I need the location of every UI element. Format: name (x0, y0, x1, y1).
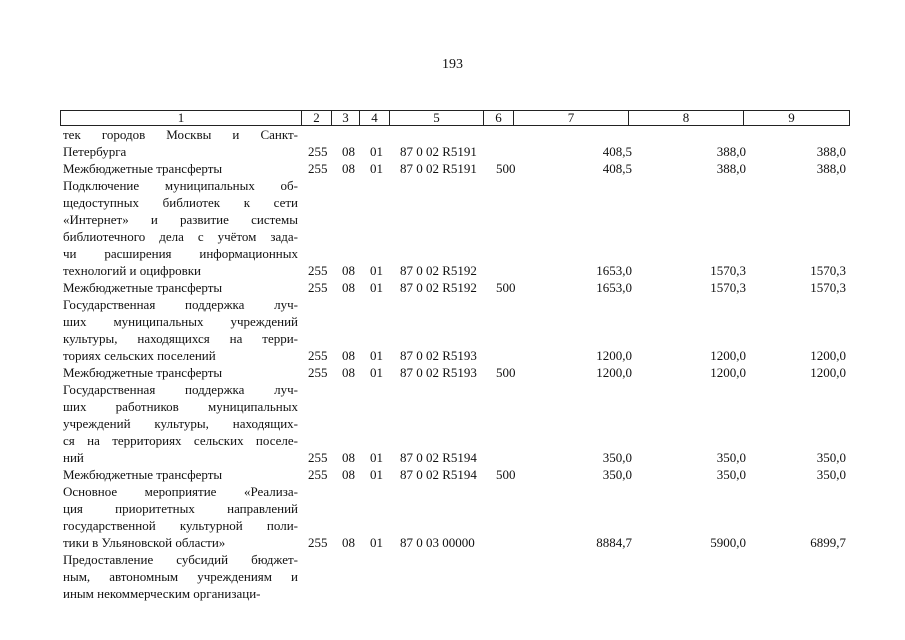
description-line: Межбюджетные трансферты (63, 467, 223, 482)
cell-c5: 87 0 02 R5194 (400, 450, 477, 465)
description-line: тек городов Москвы и Санкт- (63, 127, 298, 142)
cell-c8: 388,0 (716, 161, 746, 176)
description-line: учреждений культуры, находящих- (63, 416, 298, 431)
row-description (60, 483, 298, 551)
table-row (60, 126, 850, 160)
cell-c2: 255 (308, 450, 328, 465)
row-description (60, 126, 298, 160)
table-row (60, 381, 850, 466)
description-line: Подключение муниципальных об- (63, 178, 298, 193)
cell-c4: 01 (370, 280, 383, 295)
header-col-1: 1 (61, 111, 302, 125)
description-line: иным некоммерческим организаци- (63, 586, 261, 601)
cell-c7: 408,5 (602, 161, 632, 176)
cell-c9: 350,0 (816, 467, 846, 482)
description-line: щедоступных библиотек к сети (63, 195, 298, 210)
cell-c9: 1570,3 (810, 280, 846, 295)
header-col-2: 2 (302, 111, 332, 125)
cell-c2: 255 (308, 280, 328, 295)
table-row (60, 160, 850, 177)
description-line: ным, автономным учреждениям и (63, 569, 298, 584)
cell-c9: 6899,7 (810, 535, 846, 550)
cell-c4: 01 (370, 450, 383, 465)
cell-c7: 1200,0 (596, 365, 632, 380)
cell-c3: 08 (342, 348, 355, 363)
cell-c5: 87 0 02 R5191 (400, 161, 477, 176)
row-description (60, 296, 298, 364)
description-line: ториях сельских поселений (63, 348, 216, 363)
cell-c2: 255 (308, 348, 328, 363)
description-line: Межбюджетные трансферты (63, 280, 223, 295)
cell-c9: 1570,3 (810, 263, 846, 278)
cell-c4: 01 (370, 348, 383, 363)
cell-c3: 08 (342, 450, 355, 465)
cell-c8: 350,0 (716, 467, 746, 482)
description-line: Государственная поддержка луч- (63, 297, 298, 312)
cell-c4: 01 (370, 365, 383, 380)
cell-c9: 388,0 (816, 161, 846, 176)
cell-c8: 5900,0 (710, 535, 746, 550)
table-body (60, 126, 850, 602)
table-row (60, 177, 850, 279)
cell-c5: 87 0 02 R5192 (400, 280, 477, 295)
description-line: ших муниципальных учреждений (63, 314, 298, 329)
cell-c3: 08 (342, 144, 355, 159)
cell-c4: 01 (370, 467, 383, 482)
cell-c4: 01 (370, 535, 383, 550)
cell-c8: 350,0 (716, 450, 746, 465)
table-row (60, 466, 850, 483)
cell-c8: 388,0 (716, 144, 746, 159)
cell-c2: 255 (308, 467, 328, 482)
description-line: технологий и оцифровки (63, 263, 202, 278)
row-description (60, 160, 298, 177)
description-line: государственной культурной поли- (63, 518, 298, 533)
row-description (60, 466, 298, 483)
row-description (60, 279, 298, 296)
cell-c2: 255 (308, 263, 328, 278)
description-line: тики в Ульяновской области» (63, 535, 226, 550)
description-line: Межбюджетные трансферты (63, 161, 223, 176)
cell-c7: 1200,0 (596, 348, 632, 363)
description-line: Межбюджетные трансферты (63, 365, 223, 380)
cell-c6: 500 (496, 280, 516, 295)
cell-c7: 1653,0 (596, 263, 632, 278)
description-line: ция приоритетных направлений (63, 501, 298, 516)
table-row (60, 551, 850, 602)
description-line: Петербурга (63, 144, 127, 159)
header-col-7: 7 (514, 111, 629, 125)
cell-c9: 388,0 (816, 144, 846, 159)
cell-c9: 350,0 (816, 450, 846, 465)
cell-c4: 01 (370, 161, 383, 176)
cell-c7: 1653,0 (596, 280, 632, 295)
cell-c7: 408,5 (602, 144, 632, 159)
description-line: ся на территориях сельских поселе- (63, 433, 298, 448)
cell-c4: 01 (370, 263, 383, 278)
cell-c8: 1570,3 (710, 263, 746, 278)
cell-c3: 08 (342, 280, 355, 295)
cell-c5: 87 0 02 R5193 (400, 348, 477, 363)
description-line: ших работников муниципальных (63, 399, 298, 414)
row-description (60, 177, 298, 279)
page-number: 193 (442, 57, 463, 72)
header-col-8: 8 (629, 111, 744, 125)
description-line: библиотечного дела с учётом зада- (63, 229, 298, 244)
cell-c5: 87 0 02 R5192 (400, 263, 477, 278)
cell-c7: 350,0 (602, 450, 632, 465)
header-col-9: 9 (788, 110, 795, 125)
cell-c2: 255 (308, 535, 328, 550)
cell-c3: 08 (342, 365, 355, 380)
cell-c4: 01 (370, 144, 383, 159)
cell-c2: 255 (308, 144, 328, 159)
description-line: Государственная поддержка луч- (63, 382, 298, 397)
cell-c7: 350,0 (602, 467, 632, 482)
cell-c5: 87 0 03 00000 (400, 535, 475, 550)
cell-c6: 500 (496, 161, 516, 176)
cell-c2: 255 (308, 365, 328, 380)
description-line: Основное мероприятие «Реализа- (63, 484, 298, 499)
row-description (60, 381, 298, 466)
table-row (60, 279, 850, 296)
header-col-3: 3 (332, 111, 360, 125)
cell-c8: 1200,0 (710, 365, 746, 380)
table-row (60, 364, 850, 381)
row-description (60, 551, 298, 602)
cell-c9: 1200,0 (810, 365, 846, 380)
table-row (60, 296, 850, 364)
table-row (60, 483, 850, 551)
cell-c3: 08 (342, 263, 355, 278)
header-col-6: 6 (484, 111, 514, 125)
description-line: Предоставление субсидий бюджет- (63, 552, 298, 567)
cell-c8: 1570,3 (710, 280, 746, 295)
header-col-4: 4 (360, 111, 390, 125)
cell-c8: 1200,0 (710, 348, 746, 363)
cell-c5: 87 0 02 R5194 (400, 467, 477, 482)
cell-c6: 500 (496, 467, 516, 482)
header-col-5: 5 (390, 111, 484, 125)
cell-c3: 08 (342, 535, 355, 550)
description-line: «Интернет» и развитие системы (63, 212, 298, 227)
cell-c9: 1200,0 (810, 348, 846, 363)
table-header (60, 110, 850, 126)
row-description (60, 364, 298, 381)
cell-c6: 500 (496, 365, 516, 380)
cell-c7: 8884,7 (596, 535, 632, 550)
description-line: чи расширения информационных (63, 246, 298, 261)
cell-c3: 08 (342, 467, 355, 482)
cell-c2: 255 (308, 161, 328, 176)
cell-c5: 87 0 02 R5191 (400, 144, 477, 159)
description-line: ний (63, 450, 84, 465)
description-line: культуры, находящихся на терри- (63, 331, 298, 346)
cell-c5: 87 0 02 R5193 (400, 365, 477, 380)
cell-c3: 08 (342, 161, 355, 176)
